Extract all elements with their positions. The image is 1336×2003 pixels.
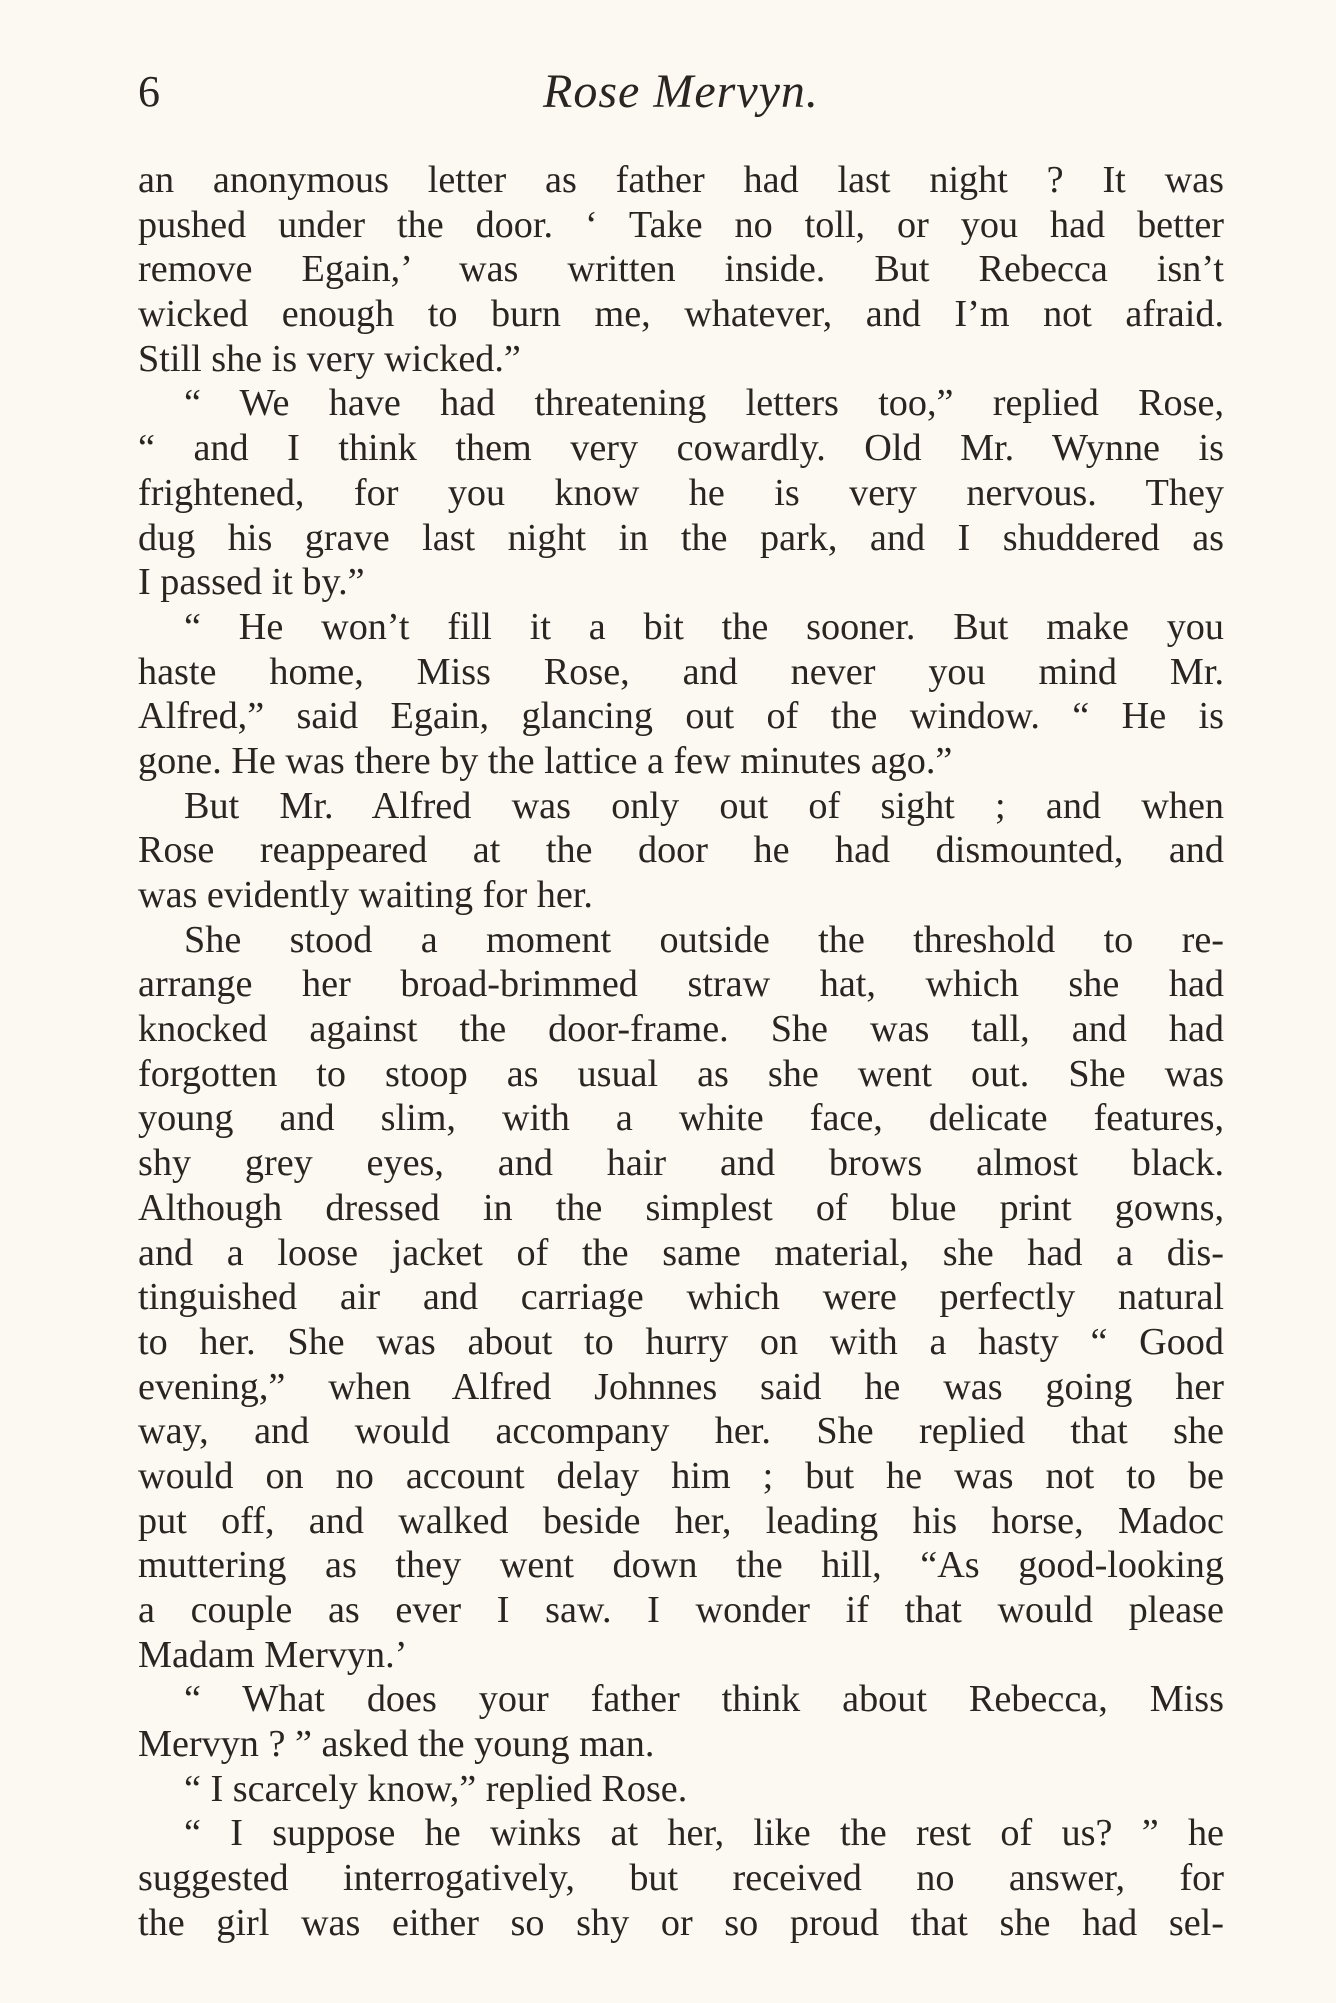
text-line: young and slim, with a white face, delicate features, — [138, 1097, 1224, 1140]
text-line: shy grey eyes, and hair and brows almost black. — [138, 1142, 1224, 1185]
text-line: suggested interrogatively, but received no answer, for — [138, 1857, 1224, 1900]
text-line: “ What does your father think about Rebecca, Miss — [184, 1678, 1224, 1721]
text-line: haste home, Miss Rose, and never you mind Mr. — [138, 650, 1224, 693]
text-line: “ I scarcely know,” replied Rose. — [184, 1767, 688, 1810]
text-line: to her. She was about to hurry on with a hasty “ Good — [138, 1320, 1224, 1363]
page-number: 6 — [138, 67, 160, 116]
text-line: Although dressed in the simplest of blue print gowns, — [138, 1186, 1224, 1229]
text-line: arrange her broad-brimmed straw hat, which she had — [138, 963, 1224, 1006]
text-line: Rose reappeared at the door he had dismounted, and — [138, 829, 1224, 872]
text-line: wicked enough to burn me, whatever, and I’m not afraid. — [138, 293, 1224, 336]
text-line: dug his grave last night in the park, and I shuddered as — [138, 516, 1224, 559]
running-title: Rose Mervyn. — [543, 65, 819, 118]
text-line: forgotten to stoop as usual as she went out. She was — [138, 1052, 1224, 1095]
running-head — [138, 62, 1224, 132]
text-line: would on no account delay him ; but he was not to be — [138, 1454, 1224, 1497]
text-line: evening,” when Alfred Johnnes said he was going her — [138, 1365, 1224, 1408]
text-line: Alfred,” said Egain, glancing out of the window. “ He is — [138, 695, 1224, 738]
text-line: muttering as they went down the hill, “As good-looking — [138, 1544, 1224, 1587]
text-line: “ I suppose he winks at her, like the rest of us? ” he — [184, 1812, 1224, 1855]
text-line: “ He won’t fill it a bit the sooner. But make you — [184, 605, 1224, 648]
text-line: remove Egain,’ was written inside. But Rebecca isn’t — [138, 248, 1224, 291]
text-line: Madam Mervyn.’ — [138, 1633, 408, 1676]
text-line: Mervyn ? ” asked the young man. — [138, 1723, 655, 1766]
text-line: and a loose jacket of the same material, she had a dis- — [138, 1231, 1224, 1274]
text-line: frightened, for you know he is very nervous. They — [138, 471, 1224, 514]
text-line: gone. He was there by the lattice a few minutes ago.” — [138, 739, 953, 782]
text-line: She stood a moment outside the threshold to re- — [184, 918, 1224, 961]
body-text — [138, 158, 1224, 1946]
text-line: “ and I think them very cowardly. Old Mr. Wynne is — [138, 427, 1224, 470]
text-line: way, and would accompany her. She replied that she — [138, 1410, 1224, 1453]
text-line: Still she is very wicked.” — [138, 337, 521, 380]
text-line: put off, and walked beside her, leading his horse, Madoc — [138, 1499, 1224, 1542]
text-line: I passed it by.” — [138, 561, 365, 604]
text-line: “ We have had threatening letters too,” replied Rose, — [184, 382, 1224, 425]
text-line: the girl was either so shy or so proud that she had sel- — [138, 1901, 1224, 1944]
text-line: a couple as ever I saw. I wonder if that would please — [138, 1589, 1224, 1631]
text-line: pushed under the door. ‘ Take no toll, or you had better — [138, 203, 1224, 246]
text-line: was evidently waiting for her. — [138, 874, 593, 916]
text-line: But Mr. Alfred was only out of sight ; and when — [184, 784, 1224, 827]
text-line: knocked against the door-frame. She was tall, and had — [138, 1008, 1224, 1051]
text-line: an anonymous letter as father had last night ? It was — [138, 159, 1224, 201]
text-line: tinguished air and carriage which were perfectly natural — [138, 1276, 1224, 1319]
